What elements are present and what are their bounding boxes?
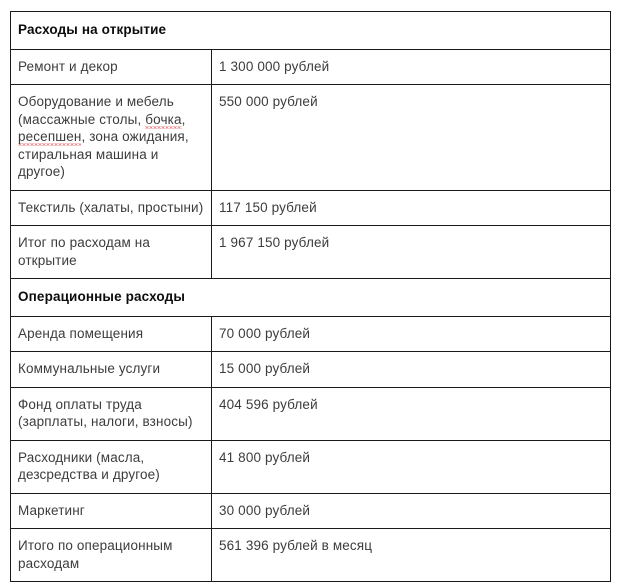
label-text-segment: , — [181, 111, 186, 127]
spellcheck-underlined-word: бочка — [145, 111, 182, 127]
expense-item-label: Итог по расходам на открытие — [11, 226, 212, 279]
expense-item-label: Коммунальные услуги — [11, 352, 212, 388]
expense-item-amount: 117 150 рублей — [212, 190, 611, 226]
expense-item-label: Итого по операционным расходам — [11, 529, 212, 582]
expense-item-amount: 41 800 рублей — [212, 440, 611, 493]
expense-item-amount: 404 596 рублей — [212, 387, 611, 440]
budget-table — [10, 11, 611, 582]
label-text-segment: , зона ожидания, стиральная машина и другое) — [18, 129, 189, 179]
expense-item-amount: 1 967 150 рублей — [212, 226, 611, 279]
table-row — [11, 387, 611, 440]
expense-item-amount: 30 000 рублей — [212, 493, 611, 529]
expense-item-label — [11, 85, 212, 191]
expense-item-amount: 70 000 рублей — [212, 316, 611, 352]
expense-item-amount: 15 000 рублей — [212, 352, 611, 388]
section-header-label: Операционные расходы — [11, 279, 611, 317]
section-header-label: Расходы на открытие — [11, 12, 611, 50]
table-row — [11, 316, 611, 352]
table-row — [11, 529, 611, 582]
expense-item-label: Маркетинг — [11, 493, 212, 529]
expense-item-label: Фонд оплаты труда (зарплаты, налоги, взносы) — [11, 387, 212, 440]
expense-item-label: Расходники (масла, дезсредства и другое) — [11, 440, 212, 493]
expense-item-amount: 561 396 рублей в месяц — [212, 529, 611, 582]
table-row — [11, 190, 611, 226]
expense-item-label: Текстиль (халаты, простыни) — [11, 190, 212, 226]
expense-item-amount: 1 300 000 рублей — [212, 49, 611, 85]
label-text-segment: Оборудование и мебель (массажные столы, — [18, 94, 174, 127]
table-row — [11, 493, 611, 529]
budget-table-body — [11, 12, 611, 582]
table-row — [11, 226, 611, 279]
table-section-header-row — [11, 279, 611, 317]
table-row — [11, 85, 611, 191]
table-row — [11, 440, 611, 493]
expense-item-label: Ремонт и декор — [11, 49, 212, 85]
spellcheck-underlined-word: ресепшен — [18, 129, 82, 144]
table-section-header-row — [11, 12, 611, 50]
expense-item-amount: 550 000 рублей — [212, 85, 611, 191]
table-row — [11, 49, 611, 85]
table-row — [11, 352, 611, 388]
expense-item-label: Аренда помещения — [11, 316, 212, 352]
